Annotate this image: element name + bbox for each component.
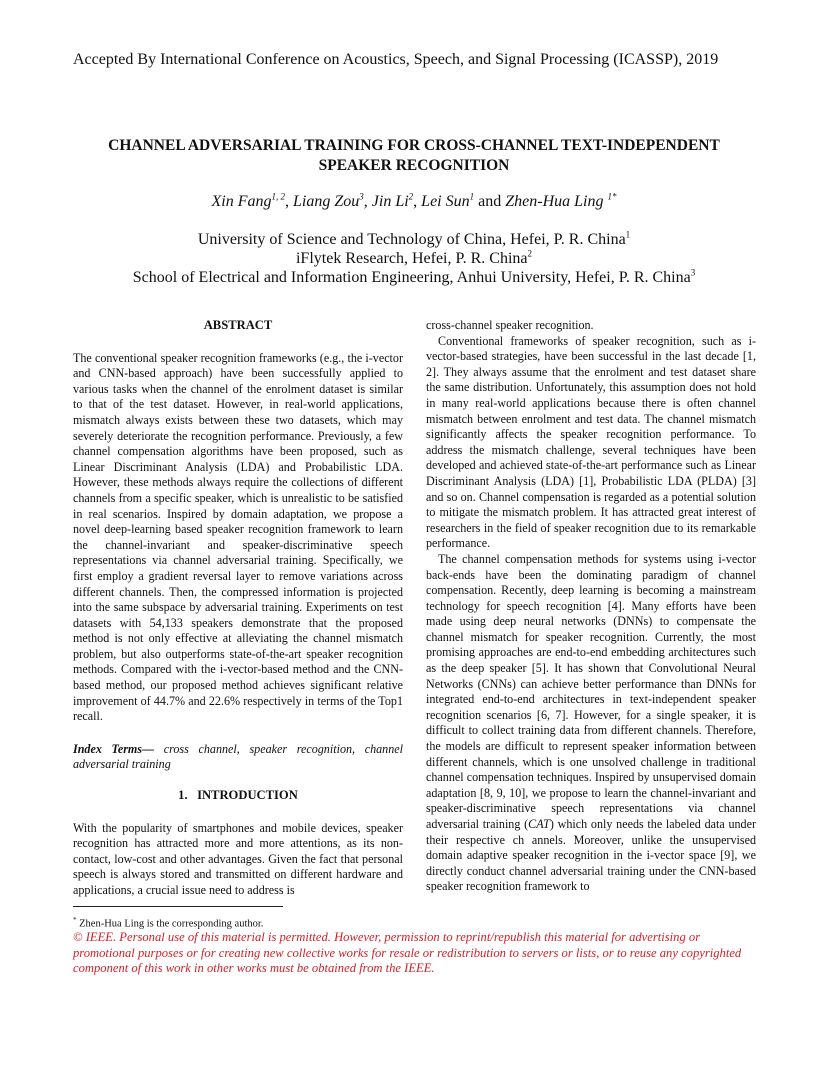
intro-continuation: cross-channel speaker recognition. — [426, 318, 594, 332]
author-affil-mark: 1 — [469, 191, 475, 202]
author-list — [60, 192, 768, 212]
index-terms-text: cross channel, speaker recognition, channel adversarial training — [73, 741, 403, 772]
intro-paragraph: Conventional frameworks of speaker recognition, such as i-vector-based strategies, have been successful in the last decade [1, 2]. They always assume that the enrolment and test dataset share the same distribution. Unfortunately, this assumption does not hold in many real-world applications because there is often channel mismatch between enrolment and test data. The channel mismatch significantly affects the speaker recognition performance. To address the mismatch challenge, several techniques have been developed and achieved state-of-the-art performance such as Linear Discriminant Analysis (LDA) [1], Probabilistic LDA (PLDA) [3] and so on. Channel compensation is regarded as a potential solution to mitigate the mismatch problem. It has attracted great interest of researchers in the field of speaker recognition due to its remarkable performance. — [426, 333, 756, 551]
author-affil-mark: 1* — [607, 191, 617, 202]
cat-abbrev: CAT — [528, 817, 550, 831]
right-column — [426, 318, 756, 895]
affiliation-list — [60, 230, 768, 287]
introduction-heading: 1. INTRODUCTION — [178, 788, 298, 803]
title-line-1: CHANNEL ADVERSARIAL TRAINING FOR CROSS-CHANNEL TEXT-INDEPENDENT — [108, 137, 720, 154]
author-affil-mark: 1, 2 — [271, 191, 286, 202]
left-column — [73, 318, 403, 899]
author-affil-mark: 3 — [359, 191, 364, 202]
index-terms-label: Index Terms— — [73, 741, 155, 756]
paper-title — [60, 136, 768, 176]
author-name: Lei Sun — [421, 193, 470, 210]
author-separator: , — [363, 193, 372, 210]
abstract-heading: ABSTRACT — [203, 318, 273, 332]
abstract-text: The conventional speaker recognition frameworks (e.g., the i-vector and CNN-based approach) have been successfully applied to various tasks when the channel of the enrolment dataset is similar to that of the test dataset. However, in real-world applications, mismatch always exists between these two datasets, which may severely deteriorate the recognition performance. Previously, a few channel compensation algorithms have been proposed, such as Linear Discriminant Analysis (LDA) and Probabilistic LDA. However, these methods always require the collections of different channels from a specific speaker, which is unrealistic to be satisfied in real scenarios. Inspired by domain adaptation, we propose a novel deep-learning based speaker recognition framework to learn the channel-invariant and speaker-discriminative speech representations via channel adversarial training. Specifically, we first employ a gradient reversal layer to remove variations across different channels. Then, the compressed information is projected into the same subspace by adversarial training. Experiments on test datasets with 54,133 speakers demonstrate that the proposed method is not only effective at alleviating the channel mismatch problem, but also outperforms state-of-the-art speaker recognition methods. Compared with the i-vector-based method and the CNN-based method, our proposed method achieves significant relative improvement of 44.7% and 22.6% respectively in terms of the Top1 recall. — [73, 350, 403, 724]
author-separator: , — [413, 193, 422, 210]
index-terms — [73, 742, 403, 773]
author-name: Liang Zou — [293, 193, 360, 210]
author-name: Zhen-Hua Ling — [505, 193, 604, 210]
author-separator: , — [285, 193, 294, 210]
ieee-copyright-notice: © IEEE. Personal use of this material is permitted. However, permission to reprint/republish this material for advertising or promotional purposes or for creating new collective works for resale or redistribution to servers or lists, or to reuse any copyrighted component of this work in other works must be obtained from the IEEE. — [73, 930, 742, 975]
affiliation-line: iFlytek Research, Hefei, P. R. China$^2$ — [295, 248, 532, 267]
title-line-2: SPEAKER RECOGNITION — [318, 157, 510, 174]
author-affil-mark: 2 — [408, 191, 414, 202]
corresponding-author-footnote: * Zhen-Hua Ling is the corresponding author. — [73, 916, 264, 930]
footnote-divider — [73, 906, 283, 907]
affiliation-line: University of Science and Technology of China, Hefei, P. R. China$^1$ — [197, 229, 631, 248]
affiliation-line: School of Electrical and Information Engineering, Anhui University, Hefei, P. R. China$^3$ — [132, 267, 696, 286]
author-name: Jin Li — [371, 193, 409, 210]
author-separator: and — [474, 193, 506, 210]
intro-paragraph: The channel compensation methods for systems using i-vector back-ends have been the dominating paradigm of channel compensation. Recently, deep learning is becoming a mainstream technology for speech recognition [4]. Many efforts have been made using deep neural networks (DNNs) to compensate the channel mismatch for speaker recognition. Currently, the most promising approaches are end-to-end embedding architectures such as the deep speaker [5]. It has shown that Convolutional Neural Networks (CNNs) can achieve better performance than DNNs for integrated end-to-end architectures in text-independent speaker recognition scenarios [6, 7]. However, for a single speaker, it is difficult to collect training data from different channels. Therefore, the models are difficult to represent speaker information between different channels, which is one unsolved challenge in traditional channel compensation techniques. Inspired by unsupervised domain adaptation [8, 9, 10], we propose to learn the channel-invariant and speaker-discriminative speech representations via channel adversarial training (CAT) which only needs the labeled data under their respective ch annels. Moreover, unlike the unsupervised domain adaptive speaker recognition in the i-vector space [9], we directly conduct channel adversarial training under the CNN-based speaker recognition framework to — [426, 551, 756, 894]
intro-paragraph: With the popularity of smartphones and mobile devices, speaker recognition has attracted more and more attentions, as its non-contact, low-cost and other advantages. Given the fact that personal speech is always stored and transmitted on different hardware and applications, a crucial issue need to address is — [73, 820, 403, 897]
conference-note: Accepted By International Conference on Acoustics, Speech, and Signal Processing (ICASSP), 2019 — [73, 51, 719, 68]
author-name: Xin Fang — [211, 193, 272, 210]
